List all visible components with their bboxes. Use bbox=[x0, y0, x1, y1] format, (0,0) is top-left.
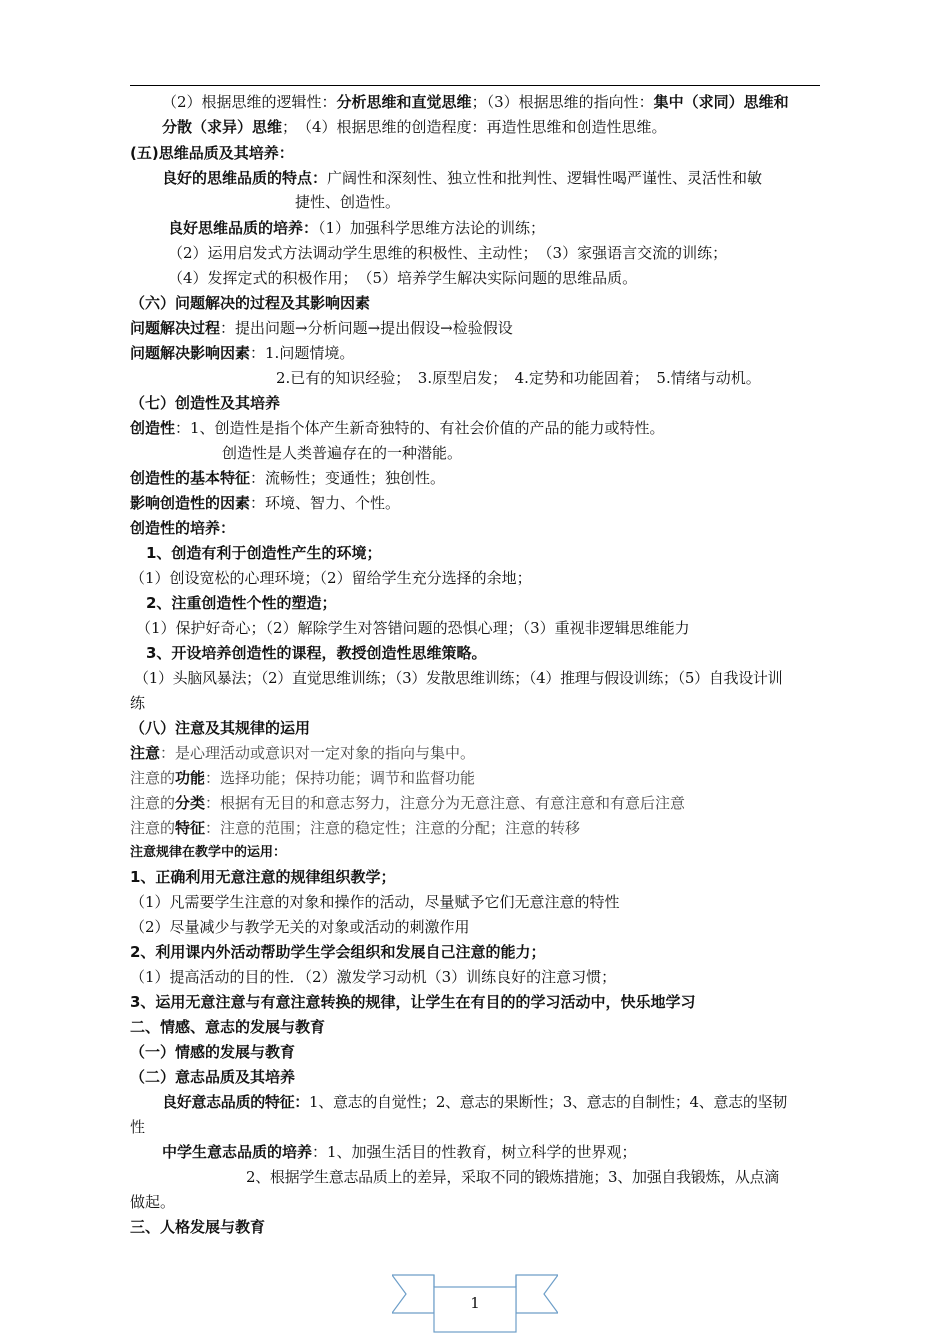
text-run: 注意的 bbox=[130, 794, 176, 812]
text-run: ；（3）根据思维的指向性： bbox=[471, 93, 654, 111]
subheading: 1、正确利用无意注意的规律组织教学； bbox=[130, 868, 396, 886]
text-line: （1）保护好奇心；（2）解除学生对答错问题的恐惧心理；（3）重视非逻辑思维能力 bbox=[136, 619, 690, 637]
text-run: ； （4）根据思维的创造程度：再造性思维和创造性思维。 bbox=[282, 118, 667, 136]
text-line: （2）尽量减少与教学无关的对象或活动的刺激作用 bbox=[130, 918, 470, 936]
text-run-bold: 注意 bbox=[130, 744, 161, 762]
text-line bbox=[130, 343, 354, 363]
text-run-bold: 功能 bbox=[175, 769, 206, 787]
text-run: ：根据有无目的和意志努力，注意分为无意注意、有意注意和有意后注意 bbox=[205, 794, 686, 812]
text-run: 注意的 bbox=[130, 819, 176, 837]
text-line: 捷性、创造性。 bbox=[295, 193, 401, 211]
text-run: ：注意的范围；注意的稳定性；注意的分配；注意的转移 bbox=[205, 819, 581, 837]
text-line bbox=[130, 468, 445, 488]
text-run-bold: 创造性的基本特征 bbox=[130, 469, 251, 487]
header-rule bbox=[130, 85, 820, 86]
text-run-bold: 中学生意志品质的培养 bbox=[162, 1143, 313, 1161]
text-run-bold: 分析思维和直觉思维 bbox=[336, 93, 472, 111]
text-line bbox=[130, 743, 475, 763]
text-run: ：1、加强生活目的性教育，树立科学的世界观； bbox=[312, 1143, 637, 1161]
subheading: 2、利用课内外活动帮助学生学会组织和发展自己注意的能力； bbox=[130, 943, 546, 961]
text-run: （2）根据思维的逻辑性： bbox=[162, 93, 337, 111]
text-line bbox=[162, 1142, 637, 1162]
text-run: ：环境、智力、个性。 bbox=[250, 494, 401, 512]
text-line bbox=[162, 1092, 787, 1112]
subheading: 3、运用无意注意与有意注意转换的规律，让学生在有目的的学习活动中，快乐地学习 bbox=[130, 993, 696, 1011]
text-run-bold: 分类 bbox=[175, 794, 206, 812]
text-run-bold: 问题解决影响因素 bbox=[130, 344, 251, 362]
text-line bbox=[130, 493, 400, 513]
text-run-bold: 影响创造性的因素 bbox=[130, 494, 251, 512]
text-run-bold: 良好的思维品质的特点： bbox=[162, 169, 328, 187]
text-run-bold: 特征 bbox=[175, 819, 206, 837]
section-heading: 三、人格发展与教育 bbox=[130, 1218, 266, 1236]
section-heading: （六）问题解决的过程及其影响因素 bbox=[130, 294, 371, 312]
subheading: 注意规律在教学中的运用： bbox=[130, 845, 287, 860]
text-line: （1）创设宽松的心理环境；（2）留给学生充分选择的余地； bbox=[130, 569, 532, 587]
text-line: （2）运用启发式方法调动学生思维的积极性、主动性； （3）家强语言交流的训练； bbox=[168, 244, 728, 262]
section-heading: (五)思维品质及其培养： bbox=[130, 144, 294, 162]
subheading: 2、注重创造性个性的塑造； bbox=[146, 594, 337, 612]
text-run-bold: 创造性 bbox=[130, 419, 176, 437]
page-footer bbox=[392, 1272, 558, 1334]
section-heading: （二）意志品质及其培养 bbox=[130, 1068, 296, 1086]
text-run-bold: 良好思维品质的培养： bbox=[168, 219, 319, 237]
text-line: 2.已有的知识经验； 3.原型启发； 4.定势和功能固着； 5.情绪与动机。 bbox=[276, 369, 761, 387]
section-heading: （八）注意及其规律的运用 bbox=[130, 719, 311, 737]
text-run: ：流畅性；变通性；独创性。 bbox=[250, 469, 446, 487]
subheading: 创造性的培养： bbox=[130, 519, 236, 537]
text-line bbox=[162, 117, 667, 137]
text-run-bold: 分散（求异）思维 bbox=[162, 118, 283, 136]
text-line bbox=[130, 418, 665, 438]
text-run: （1）加强科学思维方法论的训练； bbox=[318, 219, 546, 237]
text-line bbox=[130, 768, 475, 788]
subheading: 1、创造有利于创造性产生的环境； bbox=[146, 544, 382, 562]
text-line: 2、根据学生意志品质上的差异，采取不同的锻炼措施；3、加强自我锻炼，从点滴 bbox=[246, 1168, 779, 1186]
text-line bbox=[130, 793, 685, 813]
text-line: （1）凡需要学生注意的对象和操作的活动，尽量赋予它们无意注意的特性 bbox=[130, 893, 620, 911]
text-line: 练 bbox=[130, 694, 146, 712]
section-heading: 二、情感、意志的发展与教育 bbox=[130, 1018, 326, 1036]
text-line bbox=[168, 218, 545, 238]
page-number: 1 bbox=[470, 1294, 480, 1312]
text-line: （1）头脑风暴法；（2）直觉思维训练；（3）发散思维训练；（4）推理与假设训练；（5）自我设计训 bbox=[134, 669, 783, 687]
text-run: 注意的 bbox=[130, 769, 176, 787]
text-line bbox=[130, 818, 580, 838]
text-run: 广阔性和深刻性、独立性和批判性、逻辑性喝严谨性、灵活性和敏 bbox=[327, 169, 763, 187]
text-line: 创造性是人类普遍存在的一种潜能。 bbox=[222, 444, 463, 462]
text-line: 做起。 bbox=[130, 1193, 176, 1211]
text-run: ：1.问题情境。 bbox=[250, 344, 355, 362]
text-run: 1、意志的自觉性；2、意志的果断性；3、意志的自制性；4、意志的坚韧 bbox=[309, 1093, 787, 1111]
text-run: ：是心理活动或意识对一定对象的指向与集中。 bbox=[160, 744, 476, 762]
text-line: 性 bbox=[130, 1118, 146, 1136]
text-line bbox=[162, 92, 789, 112]
text-line: （4）发挥定式的积极作用； （5）培养学生解决实际问题的思维品质。 bbox=[168, 269, 638, 287]
text-run: ：选择功能；保持功能；调节和监督功能 bbox=[205, 769, 476, 787]
text-run-bold: 良好意志品质的特征： bbox=[162, 1093, 310, 1111]
text-run-bold: 问题解决过程 bbox=[130, 319, 221, 337]
section-heading: （七）创造性及其培养 bbox=[130, 394, 281, 412]
text-run: ：提出问题→分析问题→提出假设→检验假设 bbox=[220, 319, 513, 337]
text-line: （1）提高活动的目的性．（2）激发学习动机（3）训练良好的注意习惯； bbox=[130, 968, 617, 986]
subheading: 3、开设培养创造性的课程，教授创造性思维策略。 bbox=[146, 644, 487, 662]
section-heading: （一）情感的发展与教育 bbox=[130, 1043, 296, 1061]
text-run-bold: 集中（求同）思维和 bbox=[653, 93, 789, 111]
text-line bbox=[130, 318, 513, 338]
text-line bbox=[162, 168, 762, 188]
text-run: ：1、创造性是指个体产生新奇独特的、有社会价值的产品的能力或特性。 bbox=[175, 419, 665, 437]
